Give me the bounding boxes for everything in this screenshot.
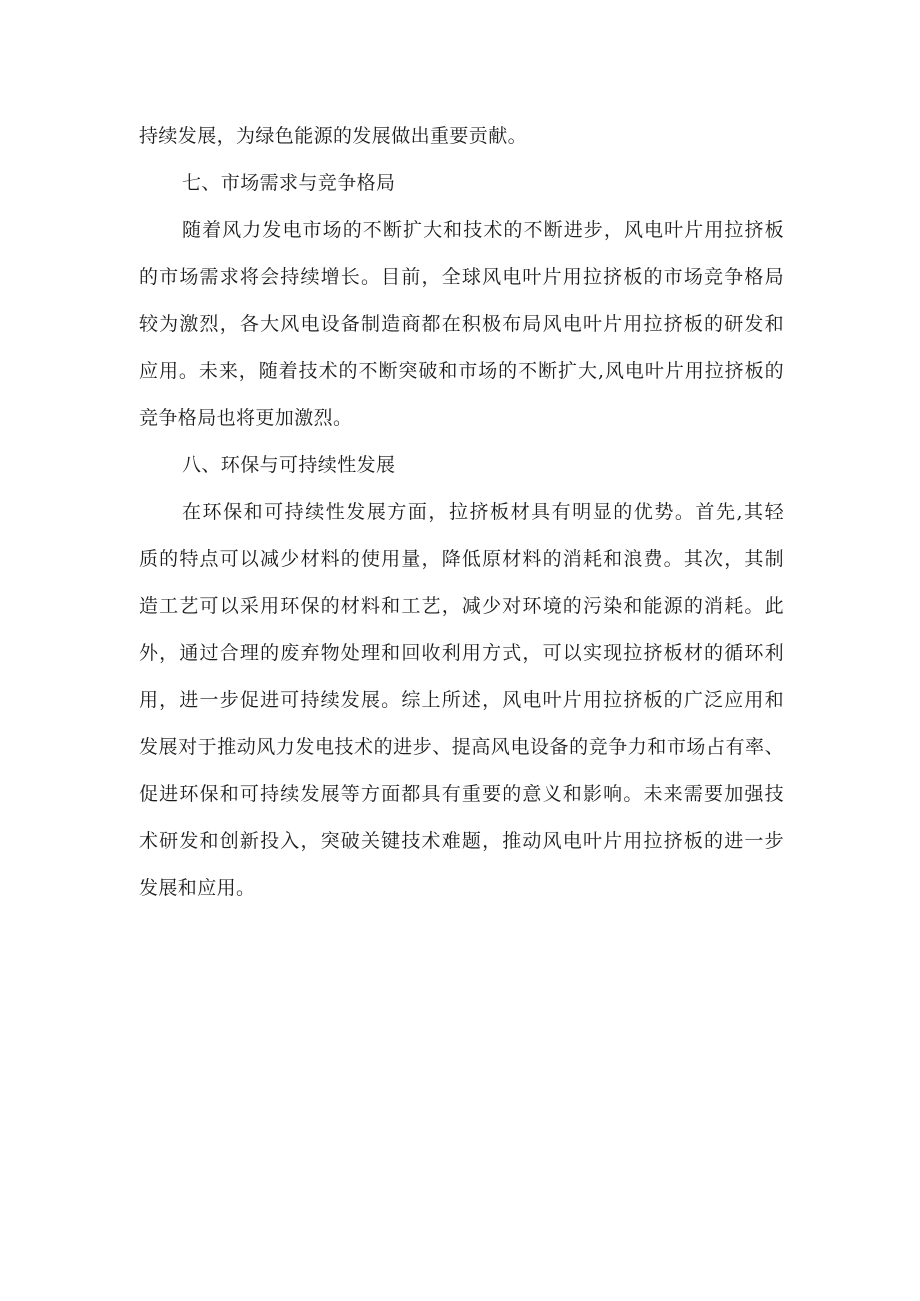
- paragraph-line: 竞争格局也将更加激烈。: [139, 407, 353, 429]
- section-heading: 七、市场需求与竞争格局: [182, 172, 396, 194]
- paragraph-line: 在环保和可持续性发展方面，拉挤板材具有明显的优势。首先,其轻: [182, 501, 784, 523]
- paragraph-line: 应用。未来，随着技术的不断突破和市场的不断扩大,风电叶片用拉挤板的: [139, 360, 784, 382]
- paragraph-line: 促进环保和可持续发展等方面都具有重要的意义和影响。未来需要加强技: [139, 783, 784, 805]
- paragraph-line: 持续发展，为绿色能源的发展做出重要贡献。: [139, 125, 528, 147]
- paragraph-line: 发展对于推动风力发电技术的进步、提高风电设备的竞争力和市场占有率、: [139, 736, 784, 758]
- paragraph-line: 造工艺可以采用环保的材料和工艺，减少对环境的污染和能源的消耗。此: [139, 595, 784, 617]
- paragraph-line: 用，进一步促进可持续发展。综上所述，风电叶片用拉挤板的广泛应用和: [139, 689, 784, 711]
- paragraph-line: 较为激烈，各大风电设备制造商都在积极布局风电叶片用拉挤板的研发和: [139, 313, 784, 335]
- section-heading: 八、环保与可持续性发展: [182, 454, 396, 476]
- paragraph-line: 外，通过合理的废弃物处理和回收利用方式，可以实现拉挤板材的循环利: [139, 642, 784, 664]
- paragraph-line: 随着风力发电市场的不断扩大和技术的不断进步，风电叶片用拉挤板: [182, 219, 784, 241]
- paragraph-line: 的市场需求将会持续增长。目前，全球风电叶片用拉挤板的市场竞争格局: [139, 266, 784, 288]
- paragraph-line: 发展和应用。: [139, 877, 256, 899]
- paragraph-line: 术研发和创新投入，突破关键技术难题，推动风电叶片用拉挤板的进一步: [139, 830, 784, 852]
- document-body: [139, 113, 784, 912]
- paragraph-line: 质的特点可以减少材料的使用量，降低原材料的消耗和浪费。其次，其制: [139, 548, 784, 570]
